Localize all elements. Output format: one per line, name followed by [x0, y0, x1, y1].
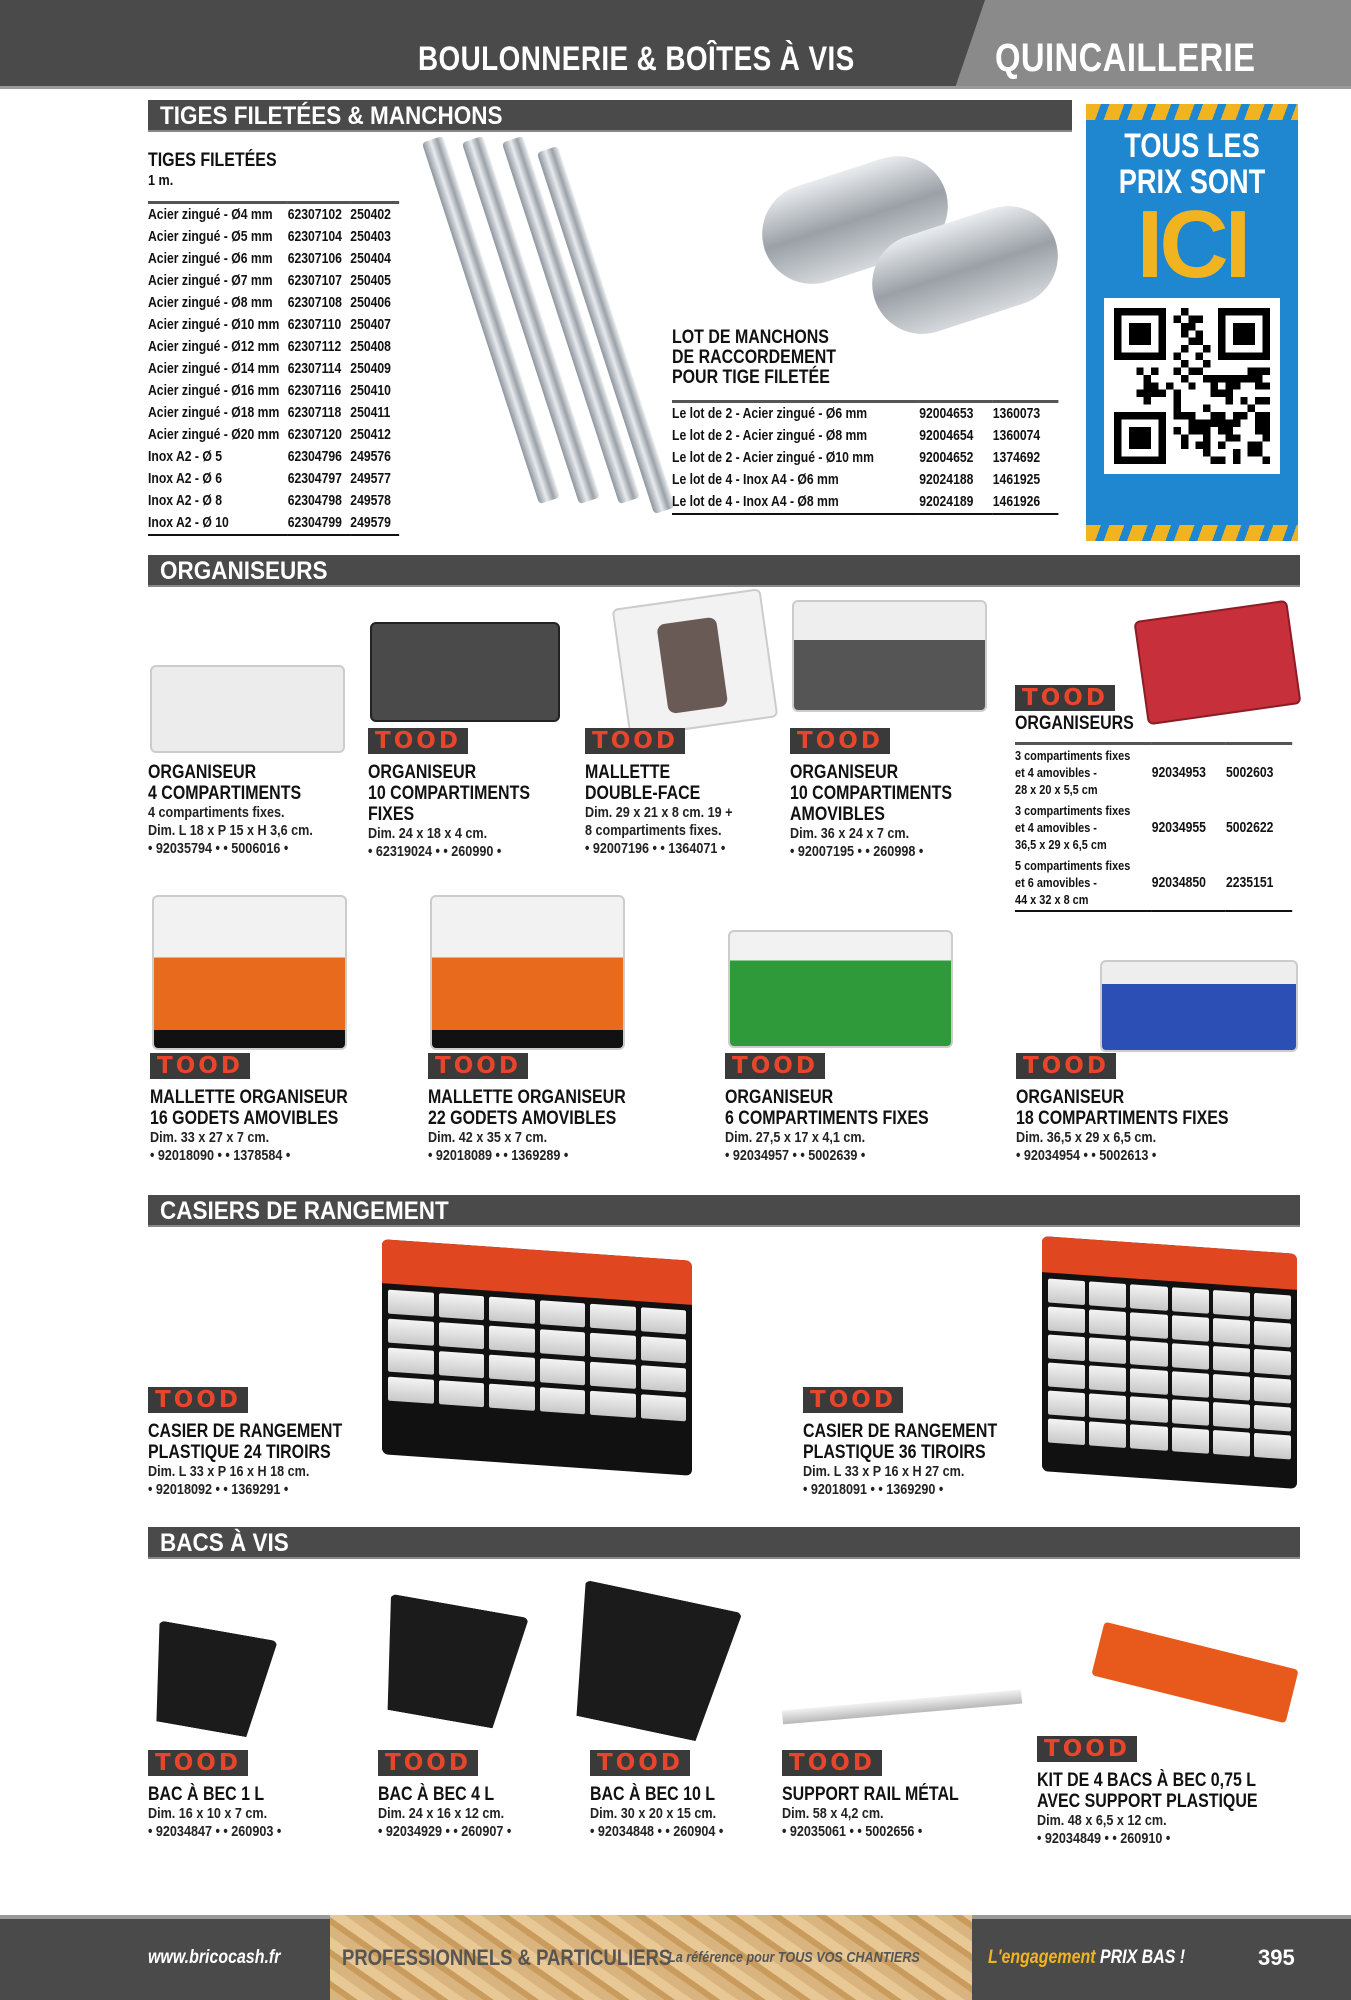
drawer — [439, 1293, 485, 1320]
product-description: Dim. 36 x 24 x 7 cm. — [790, 825, 910, 842]
row-ref: 62304799 — [287, 515, 342, 531]
row-code: 249577 — [350, 471, 391, 487]
drawer — [388, 1377, 434, 1404]
table-row — [148, 203, 399, 227]
metal-rail-image — [782, 1690, 1022, 1725]
table-row — [148, 402, 399, 424]
product-refs: • 92018090 • • 1378584 • — [150, 1147, 291, 1164]
drawer — [439, 1380, 485, 1407]
row-code: 250411 — [350, 405, 391, 421]
table-row — [672, 469, 1058, 491]
drawer — [1048, 1391, 1085, 1418]
drawer — [439, 1351, 485, 1378]
drawer — [1213, 1374, 1250, 1401]
product-description: Dim. 58 x 4,2 cm. — [782, 1805, 884, 1822]
drawer — [489, 1326, 535, 1353]
product-title: ORGANISEUR 10 COMPARTIMENTS FIXES — [368, 762, 530, 825]
drawer — [1213, 1430, 1250, 1457]
product-description: 4 compartiments fixes. Dim. L 18 x P 15 x H 3,6 cm. — [148, 804, 313, 839]
drawer — [641, 1336, 687, 1363]
blue-organiser-image — [1100, 960, 1298, 1052]
drawer — [1213, 1290, 1250, 1317]
row-ref: 92034955 — [1151, 819, 1206, 836]
drawer — [1213, 1346, 1250, 1373]
drawer — [1172, 1427, 1209, 1454]
row-ref: 92034953 — [1151, 764, 1206, 781]
tood-logo: TOOD — [428, 1053, 528, 1079]
row-label: Acier zingué - Ø20 mm — [148, 427, 280, 443]
row-label: Acier zingué - Ø10 mm — [148, 317, 280, 333]
product-description: Dim. 30 x 20 x 15 cm. — [590, 1805, 717, 1822]
drawer — [1048, 1335, 1085, 1362]
drawer — [1089, 1365, 1126, 1392]
tiges-title: TIGES FILETÉES — [148, 150, 277, 171]
drawer — [1254, 1377, 1291, 1404]
row-label: Inox A2 - Ø 6 — [148, 471, 222, 487]
bin-4l-image — [371, 1594, 529, 1732]
drawer — [439, 1322, 485, 1349]
product-description: Dim. 24 x 16 x 12 cm. — [378, 1805, 505, 1822]
bin-product[interactable] — [590, 1750, 749, 1841]
product-refs: • 92018089 • • 1369289 • — [428, 1147, 569, 1164]
footer-url[interactable]: www.bricocash.fr — [148, 1947, 281, 1968]
row-code: 250410 — [350, 383, 391, 399]
promo-line2: PRIX SONT — [1118, 163, 1266, 201]
row-ref: 92004654 — [919, 428, 974, 444]
row-code: 250403 — [350, 229, 391, 245]
product-description: Dim. 29 x 21 x 8 cm. 19 + 8 compartiments fixes. — [585, 804, 733, 839]
drawer — [1213, 1318, 1250, 1345]
product-refs: • 92018091 • • 1369290 • — [803, 1481, 944, 1498]
table-row — [148, 446, 399, 468]
row-code: 1374692 — [992, 450, 1041, 466]
product-title: MALLETTE ORGANISEUR 16 GODETS AMOVIBLES — [150, 1087, 348, 1129]
bin-product[interactable] — [148, 1750, 307, 1841]
product-refs: • 92034848 • • 260904 • — [590, 1823, 724, 1840]
product-refs: • 92034957 • • 5002639 • — [725, 1147, 866, 1164]
product-refs: • 92035061 • • 5002656 • — [782, 1823, 923, 1840]
table-row — [148, 468, 399, 490]
drawer — [388, 1348, 434, 1375]
row-code: 5002622 — [1225, 819, 1274, 836]
footer-tagline1: PROFESSIONNELS & PARTICULIERS — [342, 1945, 672, 1970]
organiser-4-image — [150, 665, 345, 753]
row-label: Acier zingué - Ø5 mm — [148, 229, 273, 245]
tood-logo: TOOD — [150, 1053, 250, 1079]
row-ref: 62307107 — [287, 273, 342, 289]
row-ref: 62304797 — [287, 471, 342, 487]
case-22-image — [430, 895, 625, 1050]
drawer — [1048, 1363, 1085, 1390]
row-ref: 62307112 — [287, 339, 342, 355]
footer-engagement — [988, 1915, 1185, 2000]
drawer — [388, 1290, 434, 1317]
bin-kit-image — [1091, 1622, 1298, 1724]
drawer — [1213, 1402, 1250, 1429]
product-refs: • 92018092 • • 1369291 • — [148, 1481, 289, 1498]
row-label: Acier zingué - Ø16 mm — [148, 383, 280, 399]
row-code: 250406 — [350, 295, 391, 311]
row-ref: 62307104 — [287, 229, 342, 245]
case-16-image — [152, 895, 347, 1050]
row-ref: 62307106 — [287, 251, 342, 267]
row-code: 250408 — [350, 339, 391, 355]
drawer — [540, 1300, 586, 1327]
drawer — [641, 1365, 687, 1392]
tood-logo: TOOD — [1016, 1053, 1116, 1079]
bin-product[interactable] — [1037, 1736, 1300, 1848]
organiser-product[interactable] — [725, 1053, 967, 1165]
tood-logo: TOOD — [790, 728, 890, 754]
product-title: ORGANISEUR 4 COMPARTIMENTS — [148, 762, 302, 804]
organiseurs-table — [1015, 742, 1292, 912]
drawer — [1089, 1337, 1126, 1364]
row-label: Le lot de 2 - Acier zingué - Ø10 mm — [672, 450, 874, 466]
threaded-rods-image — [440, 130, 670, 510]
footer-tagline2: La référence pour TOUS VOS CHANTIERS — [668, 1949, 920, 1966]
row-label: Inox A2 - Ø 5 — [148, 449, 222, 465]
tood-logo: TOOD — [585, 728, 685, 754]
product-title: BAC À BEC 1 L — [148, 1784, 265, 1805]
row-ref: 62307102 — [287, 207, 342, 223]
product-refs: • 92035794 • • 5006016 • — [148, 840, 289, 857]
row-label: Acier zingué - Ø6 mm — [148, 251, 273, 267]
row-ref: 92024188 — [919, 472, 974, 488]
organiser-product[interactable] — [428, 1053, 663, 1165]
tood-logo: TOOD — [1015, 685, 1115, 711]
section-title: CASIERS DE RANGEMENT — [160, 1197, 449, 1225]
table-row — [148, 336, 399, 358]
section-title: BACS À VIS — [160, 1529, 289, 1557]
drawer-cabinet-24-image — [382, 1239, 692, 1476]
table-row — [148, 226, 399, 248]
drawer — [1172, 1315, 1209, 1342]
row-code: 249578 — [350, 493, 391, 509]
tood-logo: TOOD — [1037, 1736, 1137, 1762]
drawer — [1172, 1371, 1209, 1398]
table-row — [672, 447, 1058, 469]
table-row — [148, 380, 399, 402]
page-number: 395 — [1258, 1945, 1295, 1970]
row-label: Acier zingué - Ø8 mm — [148, 295, 273, 311]
bin-1l-image — [142, 1620, 278, 1739]
row-ref: 92024189 — [919, 494, 974, 510]
product-description: Dim. 33 x 27 x 7 cm. — [150, 1129, 270, 1146]
organiser-10-removable-image — [792, 600, 987, 712]
row-ref: 92004653 — [919, 406, 974, 422]
table-row — [1015, 800, 1292, 855]
table-row — [148, 314, 399, 336]
row-code: 2235151 — [1225, 874, 1274, 891]
drawer — [1089, 1309, 1126, 1336]
promo-line1: TOUS LES — [1124, 127, 1260, 165]
tood-logo: TOOD — [148, 1750, 248, 1776]
drawer — [590, 1304, 636, 1331]
section-title: ORGANISEURS — [160, 557, 328, 585]
product-description: Dim. 16 x 10 x 7 cm. — [148, 1805, 268, 1822]
drawer — [540, 1387, 586, 1414]
row-code: 1461925 — [992, 472, 1041, 488]
product-title: SUPPORT RAIL MÉTAL — [782, 1784, 959, 1805]
row-ref: 92034850 — [1151, 874, 1206, 891]
row-ref: 62307116 — [287, 383, 342, 399]
product-title: ORGANISEUR 6 COMPARTIMENTS FIXES — [725, 1087, 929, 1129]
header-section: QUINCAILLERIE — [995, 36, 1256, 80]
organiseurs-table-block — [1015, 685, 1345, 912]
header-divider — [0, 86, 1351, 89]
product-description: Dim. 27,5 x 17 x 4,1 cm. — [725, 1129, 866, 1146]
manchons-table — [672, 400, 1058, 515]
row-ref: 62307118 — [287, 405, 342, 421]
drawer — [1130, 1284, 1167, 1311]
product-title: MALLETTE ORGANISEUR 22 GODETS AMOVIBLES — [428, 1087, 626, 1129]
tood-logo: TOOD — [368, 728, 468, 754]
row-ref: 92004652 — [919, 450, 974, 466]
product-refs: • 92007196 • • 1364071 • — [585, 840, 726, 857]
drawer — [1254, 1349, 1291, 1376]
table-row — [148, 512, 399, 535]
product-title: BAC À BEC 4 L — [378, 1784, 495, 1805]
product-refs: • 62319024 • • 260990 • — [368, 843, 502, 860]
product-title: CASIER DE RANGEMENT PLASTIQUE 24 TIROIRS — [148, 1421, 343, 1463]
product-title: BAC À BEC 10 L — [590, 1784, 716, 1805]
table-row — [148, 358, 399, 380]
table-row — [148, 270, 399, 292]
product-title: ORGANISEUR 10 COMPARTIMENTS AMOVIBLES — [790, 762, 952, 825]
promo-ici: ICI — [1136, 191, 1248, 298]
organiser-product[interactable] — [368, 728, 561, 861]
drawer — [1130, 1368, 1167, 1395]
drawer — [590, 1362, 636, 1389]
table-row — [672, 425, 1058, 447]
section-bar-bacs — [148, 1527, 1300, 1559]
table-row — [672, 491, 1058, 514]
row-label: Acier zingué - Ø14 mm — [148, 361, 280, 377]
drawer — [1048, 1307, 1085, 1334]
drawer — [388, 1319, 434, 1346]
drawer — [489, 1297, 535, 1324]
table-row — [672, 402, 1058, 426]
drawer-cabinet-product[interactable] — [148, 1387, 379, 1499]
drawer — [1254, 1293, 1291, 1320]
product-description: Dim. 48 x 6,5 x 12 cm. — [1037, 1812, 1167, 1829]
drawer — [1089, 1281, 1126, 1308]
row-ref: 62304798 — [287, 493, 342, 509]
drawer — [641, 1307, 687, 1334]
organiser-product[interactable] — [148, 762, 344, 858]
drawer — [1172, 1287, 1209, 1314]
row-code: 250405 — [350, 273, 391, 289]
row-code: 1360074 — [992, 428, 1041, 444]
promo-stripes — [1086, 104, 1298, 120]
section-bar-organiseurs — [148, 555, 1300, 587]
section-title: TIGES FILETÉES & MANCHONS — [160, 102, 503, 130]
drawer — [1254, 1321, 1291, 1348]
product-title: ORGANISEUR 18 COMPARTIMENTS FIXES — [1016, 1087, 1229, 1129]
coupling-sleeves-image — [760, 150, 1070, 350]
drawer — [1089, 1393, 1126, 1420]
product-description: Dim. 42 x 35 x 7 cm. — [428, 1129, 548, 1146]
section-bar-casiers — [148, 1195, 1300, 1227]
row-code: 250409 — [350, 361, 391, 377]
row-label: 3 compartiments fixes et 4 amovibles - 28 x 20 x 5,5 cm — [1015, 748, 1131, 797]
tood-logo: TOOD — [590, 1750, 690, 1776]
row-label: Inox A2 - Ø 8 — [148, 493, 222, 509]
drawer — [1048, 1419, 1085, 1446]
qr-code-icon[interactable] — [1104, 298, 1280, 474]
table-row — [148, 292, 399, 314]
bin-product[interactable] — [378, 1750, 537, 1841]
product-title: KIT DE 4 BACS À BEC 0,75 L AVEC SUPPORT PLASTIQUE — [1037, 1770, 1258, 1812]
row-label: Le lot de 2 - Acier zingué - Ø8 mm — [672, 428, 868, 444]
drawer — [540, 1358, 586, 1385]
product-refs: • 92034929 • • 260907 • — [378, 1823, 512, 1840]
organiser-product[interactable] — [150, 1053, 385, 1165]
drawer — [1172, 1399, 1209, 1426]
product-description: Dim. 24 x 18 x 4 cm. — [368, 825, 488, 842]
row-code: 250402 — [350, 207, 391, 223]
row-code: 1461926 — [992, 494, 1041, 510]
row-code: 250407 — [350, 317, 391, 333]
drawer — [1048, 1279, 1085, 1306]
footer-engagement-price: PRIX BAS ! — [1099, 1947, 1186, 1968]
row-code: 249576 — [350, 449, 391, 465]
double-face-case-image — [612, 588, 779, 738]
drawer — [1254, 1405, 1291, 1432]
drawer — [1172, 1343, 1209, 1370]
table-row — [148, 248, 399, 270]
header-category: BOULONNERIE & BOÎTES À VIS — [418, 40, 855, 78]
row-label: Le lot de 2 - Acier zingué - Ø6 mm — [672, 406, 868, 422]
product-refs: • 92034849 • • 260910 • — [1037, 1830, 1171, 1847]
green-organiser-image — [728, 930, 953, 1048]
row-ref: 62307110 — [287, 317, 342, 333]
promo-qr-panel[interactable] — [1082, 100, 1302, 545]
drawer — [1089, 1421, 1126, 1448]
row-code: 250412 — [350, 427, 391, 443]
section-bar-tiges — [148, 100, 1072, 132]
row-ref: 62307120 — [287, 427, 342, 443]
drawer — [489, 1355, 535, 1382]
product-refs: • 92007195 • • 260998 • — [790, 843, 924, 860]
row-code: 250404 — [350, 251, 391, 267]
manchons-block — [672, 328, 1132, 515]
tood-logo: TOOD — [725, 1053, 825, 1079]
table-row — [1015, 855, 1292, 911]
tood-logo: TOOD — [803, 1387, 903, 1413]
bin-10l-image — [558, 1580, 743, 1745]
table-row — [148, 490, 399, 512]
row-code: 249579 — [350, 515, 391, 531]
product-description: Dim. L 33 x P 16 x H 18 cm. — [148, 1463, 310, 1480]
row-label: 5 compartiments fixes et 6 amovibles - 44 x 32 x 8 cm — [1015, 858, 1131, 907]
row-label: Acier zingué - Ø18 mm — [148, 405, 280, 421]
drawer — [1254, 1433, 1291, 1460]
organiseurs-table-title: ORGANISEURS — [1015, 713, 1134, 734]
drawer — [641, 1394, 687, 1421]
organiser-product[interactable] — [585, 728, 761, 858]
row-ref: 62307108 — [287, 295, 342, 311]
row-code: 5002603 — [1225, 764, 1274, 781]
tood-logo: TOOD — [378, 1750, 478, 1776]
organiser-10-fixed-image — [370, 622, 560, 722]
organiser-product[interactable] — [1016, 1053, 1269, 1165]
row-label: Acier zingué - Ø7 mm — [148, 273, 273, 289]
tiges-table — [148, 201, 399, 536]
bin-product[interactable] — [782, 1750, 992, 1841]
row-label: Acier zingué - Ø12 mm — [148, 339, 280, 355]
row-label: Le lot de 4 - Inox A4 - Ø8 mm — [672, 494, 839, 510]
product-description: Dim. L 33 x P 16 x H 27 cm. — [803, 1463, 965, 1480]
drawer — [1130, 1396, 1167, 1423]
drawer — [489, 1384, 535, 1411]
drawer — [590, 1333, 636, 1360]
row-ref: 62304796 — [287, 449, 342, 465]
product-refs: • 92034954 • • 5002613 • — [1016, 1147, 1157, 1164]
drawer — [540, 1329, 586, 1356]
promo-stripes-bottom — [1086, 525, 1298, 541]
tiges-subtitle: 1 m. — [148, 172, 174, 189]
product-refs: • 92034847 • • 260903 • — [148, 1823, 282, 1840]
tood-logo: TOOD — [782, 1750, 882, 1776]
product-title: MALLETTE DOUBLE-FACE — [585, 762, 701, 804]
drawer — [590, 1391, 636, 1418]
product-description: Dim. 36,5 x 29 x 6,5 cm. — [1016, 1129, 1157, 1146]
row-label: 3 compartiments fixes et 4 amovibles - 36,5 x 29 x 6,5 cm — [1015, 803, 1131, 852]
row-label: Inox A2 - Ø 10 — [148, 515, 229, 531]
drawer-cabinet-36-image — [1042, 1236, 1297, 1489]
drawer — [1130, 1424, 1167, 1451]
product-title: CASIER DE RANGEMENT PLASTIQUE 36 TIROIRS — [803, 1421, 998, 1463]
drawer — [1130, 1312, 1167, 1339]
table-row — [1015, 744, 1292, 801]
manchons-title: LOT DE MANCHONS DE RACCORDEMENT POUR TIGE FILETÉE — [672, 327, 837, 388]
row-label: Le lot de 4 - Inox A4 - Ø6 mm — [672, 472, 839, 488]
table-row — [148, 424, 399, 446]
row-label: Acier zingué - Ø4 mm — [148, 207, 273, 223]
footer-engagement-label: L'engagement — [988, 1947, 1096, 1968]
drawer — [1130, 1340, 1167, 1367]
organiser-product[interactable] — [790, 728, 983, 861]
drawer-cabinet-product[interactable] — [803, 1387, 1034, 1499]
tood-logo: TOOD — [148, 1387, 248, 1413]
row-ref: 62307114 — [287, 361, 342, 377]
row-code: 1360073 — [992, 406, 1041, 422]
